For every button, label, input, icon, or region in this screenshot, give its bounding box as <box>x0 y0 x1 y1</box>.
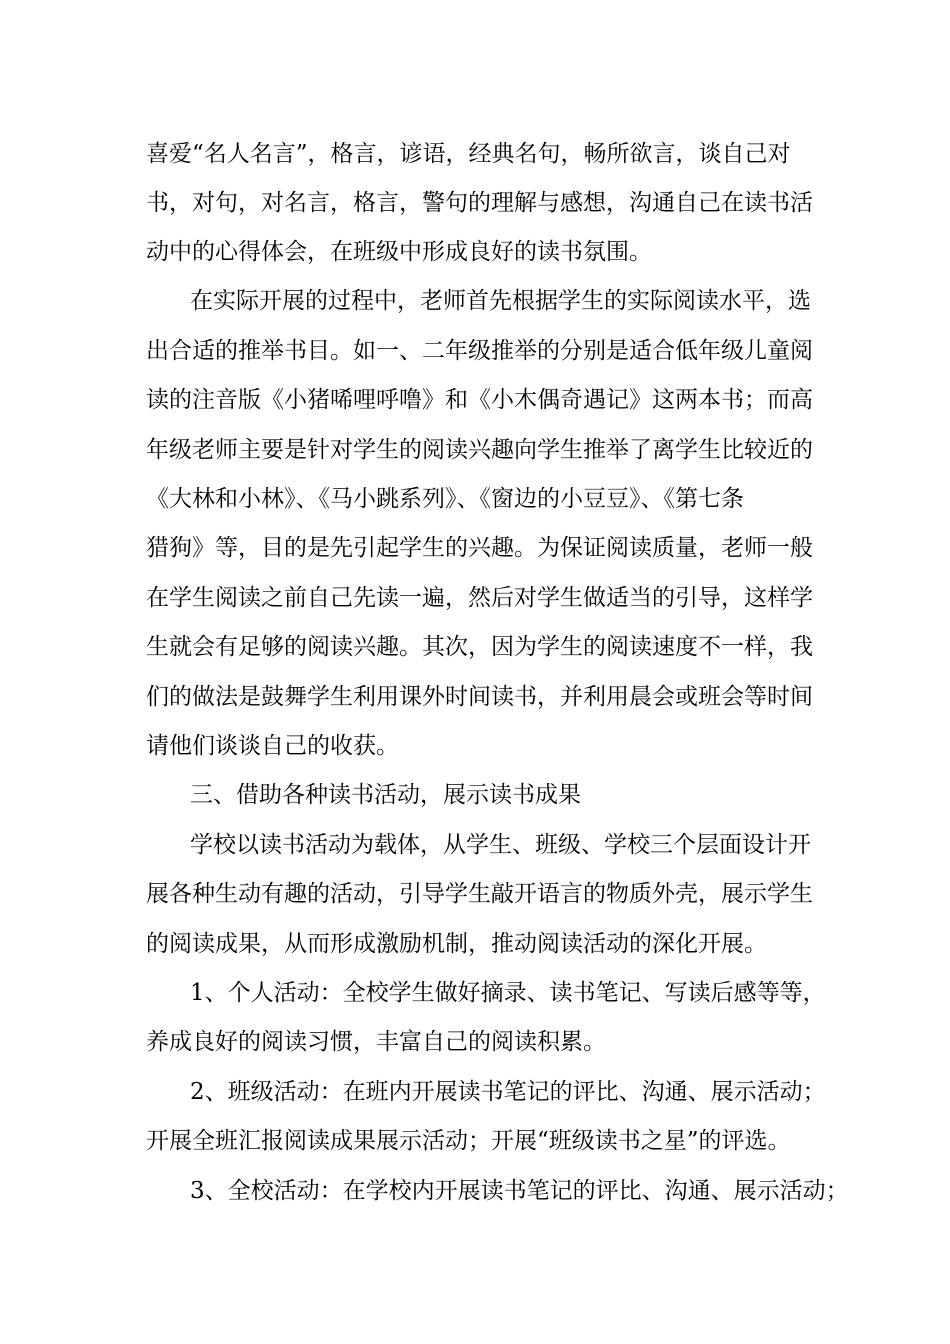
text-line: 年级老师主要是针对学生的阅读兴趣向学生推举了离学生比较近的 <box>146 437 813 463</box>
text-line: 生就会有足够的阅读兴趣。其次，因为学生的阅读速度不一样，我 <box>146 634 813 660</box>
text-line: 在学生阅读之前自己先读一遍，然后对学生做适当的引导，这样学 <box>146 585 813 611</box>
list-item-line: 1、个人活动：全校学生做好摘录、读书笔记、写读后感等等， <box>190 980 826 1006</box>
text-line: 读的注音版《小猪唏哩呼噜》和《小木偶奇遇记》这两本书；而高 <box>146 387 813 413</box>
list-item-line: 3、全校活动：在学校内开展读书笔记的评比、沟通、展示活动； <box>190 1178 849 1204</box>
list-item-line: 2、班级活动：在班内开展读书笔记的评比、沟通、展示活动； <box>190 1079 826 1105</box>
text-line: 动中的心得体会，在班级中形成良好的读书氛围。 <box>146 239 652 265</box>
text-line: 《大林和小林》、《马小跳系列》、《窗边的小豆豆》、《第七条 <box>146 486 744 512</box>
text-line: 在实际开展的过程中，老师首先根据学生的实际阅读水平，选 <box>190 288 811 314</box>
text-line: 学校以读书活动为载体，从学生、班级、学校三个层面设计开 <box>190 832 811 858</box>
text-line: 猎狗》等，目的是先引起学生的兴趣。为保证阅读质量，老师一般 <box>146 535 813 561</box>
text-line: 请他们谈谈自己的收获。 <box>146 733 399 759</box>
text-line: 们的做法是鼓舞学生利用课外时间读书，并利用晨会或班会等时间 <box>146 684 813 710</box>
list-item-line: 开展全班汇报阅读成果展示活动；开展“班级读书之星”的评选。 <box>146 1128 791 1154</box>
text-line: 出合适的推举书目。如一、二年级推举的分别是适合低年级儿童阅 <box>146 338 813 364</box>
text-line: 的阅读成果，从而形成激励机制，推动阅读活动的深化开展。 <box>146 931 767 957</box>
section-heading: 三、借助各种读书活动，展示读书成果 <box>190 782 581 808</box>
text-line: 喜爱“名人名言”，格言，谚语，经典名句，畅所欲言，谈自己对 <box>146 141 791 167</box>
text-line: 书，对句，对名言，格言，警句的理解与感想，沟通自己在读书活 <box>146 190 813 216</box>
list-item-line: 养成良好的阅读习惯，丰富自己的阅读积累。 <box>146 1029 606 1055</box>
text-line: 展各种生动有趣的活动，引导学生敲开语言的物质外壳，展示学生 <box>146 881 813 907</box>
